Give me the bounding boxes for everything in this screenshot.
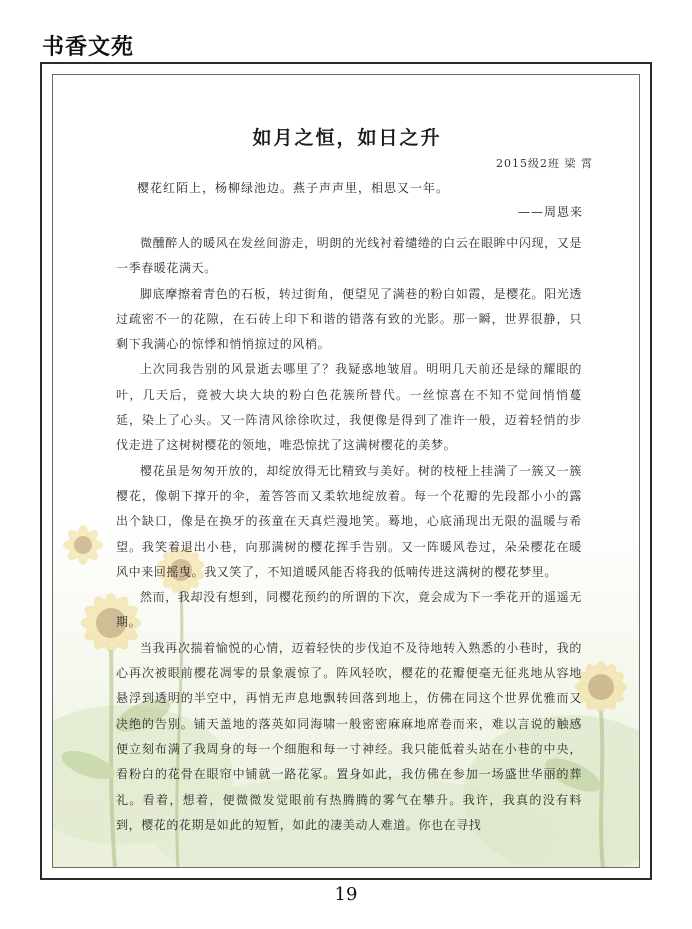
paragraph: 微醺醉人的暖风在发丝间游走，明朗的光线衬着缱绻的白云在眼眸中闪现，又是一季春暖花满天。	[116, 236, 582, 276]
paragraph: 樱花虽是匆匆开放的，却绽放得无比精致与美好。树的枝桠上挂满了一簇又一簇樱花，像朝下撑开的伞，羞答答而又柔软地绽放着。每一个花瓣的先段都小小的露出个缺口，像是在换牙的孩童在天真烂漫地笑。蓦地，心底涌现出无限的温暖与希望。我笑着退出小巷，向那满树的樱花挥手告别。又一阵暖风卷过，朵朵樱花在暖风中来回摇曳。我又笑了，不知道暖风能否将我的低喃传进这满树的樱花梦里。	[116, 463, 582, 579]
epigraph-quote: 樱花红陌上，杨柳绿池边。燕子声声里，相思又一年。	[137, 181, 450, 195]
paragraph: 然而，我却没有想到，同樱花预约的所谓的下次，竟会成为下一季花开的遥遥无期。	[116, 590, 582, 630]
paragraph: 上次同我告别的风景逝去哪里了？我疑惑地皱眉。明明几天前还是绿的耀眼的叶，几天后，竟被大块大块的粉白色花簇所替代。一丝惊喜在不知不觉间悄悄蔓延，染上了心头。又一阵清风徐徐吹过，我便像是得到了准许一般，迈着轻悄的步伐走进了这树树樱花的领地，唯恐惊扰了这满树樱花的美梦。	[116, 362, 582, 453]
page-number: 19	[334, 884, 358, 905]
section-title: 书香文苑	[42, 34, 135, 60]
article-panel	[52, 74, 640, 868]
paragraph: 当我再次揣着愉悦的心情，迈着轻快的步伐迫不及待地转入熟悉的小巷时，我的心再次被眼前樱花凋零的景象震惊了。阵风轻吹，樱花的花瓣便毫无征兆地从容地悬浮到透明的半空中，再悄无声息地飘转回落到地上，仿佛在同这个世界优雅而又决绝的告别。铺天盖地的落英如同海啸一般密密麻麻地席卷而来，难以言说的触感便立刻布满了我周身的每一个细胞和每一寸神经。我只能低着头站在小巷的中央，看粉白的花骨在眼帘中铺就一路花冢。置身如此，我仿佛在参加一场盛世华丽的葬礼。看着，想着，便微微发觉眼前有热腾腾的雾气在攀升。我许，我真的没有料到，樱花的花期是如此的短暂，如此的凄美动人难道。你也在寻找	[116, 640, 582, 832]
author-byline: 2015级2班 梁 霄	[496, 157, 593, 170]
article-title: 如月之恒，如日之升	[252, 127, 442, 149]
article-body	[116, 231, 582, 838]
epigraph-attribution: ——周恩来	[517, 205, 583, 219]
paragraph: 脚底摩擦着青色的石板，转过街角，便望见了满巷的粉白如霞，是樱花。阳光透过疏密不一的花隙，在石砖上印下和谐的错落有致的光影。那一瞬，世界很静，只剩下我满心的惊悸和悄悄掠过的风梢。	[116, 286, 582, 352]
